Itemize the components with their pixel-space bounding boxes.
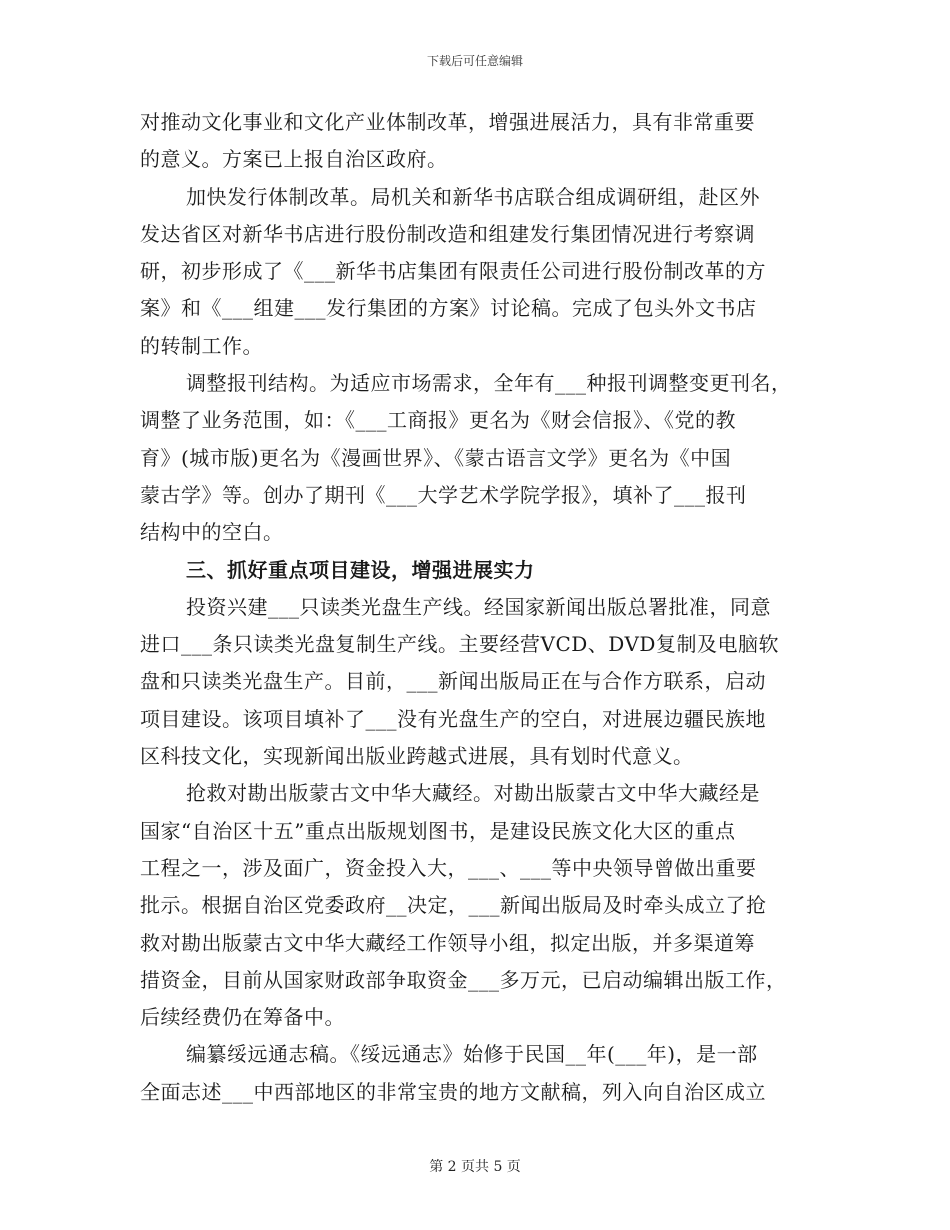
- document-body: [140, 104, 810, 1111]
- text-line: 进口___条只读类光盘复制生产线。主要经营VCD、DVD复制及电脑软: [140, 632, 779, 657]
- text-line: 的意义。方案已上报自治区政府。: [140, 147, 448, 172]
- text-line: 研，初步形成了《___新华书店集团有限责任公司进行股份制改革的方: [140, 259, 766, 284]
- text-line: 调整了业务范围，如：《___工商报》更名为《财会信报》、《党的教: [140, 408, 736, 433]
- text-line: 国家“自治区十五”重点出版规划图书，是建设民族文化大区的重点: [140, 818, 736, 843]
- text-line: 区科技文化，实现新闻出版业跨越式进展，具有划时代意义。: [140, 744, 694, 769]
- text-line: 全面志述___中西部地区的非常宝贵的地方文献稿，列入向自治区成立: [140, 1079, 766, 1104]
- text-line: 育》(城市版)更名为《漫画世界》、《蒙古语言文学》更名为《中国: [140, 445, 732, 470]
- text-line: 批示。根据自治区党委政府__决定，___新闻出版局及时牵头成立了抢: [140, 893, 767, 918]
- section-heading: 三、抓好重点项目建设，增强进展实力: [186, 557, 535, 582]
- page-header: 下载后可任意编辑: [426, 54, 523, 68]
- text-line: 盘和只读类光盘生产。目前，___新闻出版局正在与合作方联系，启动: [140, 669, 766, 694]
- text-line: 编纂绥远通志稿。《绥远通志》始修于民国__年(___年)，是一部: [186, 1042, 758, 1067]
- text-line: 投资兴建___只读类光盘生产线。经国家新闻出版总署批准，同意: [186, 594, 771, 619]
- text-line: 工程之一，涉及面广，资金投入大，___、___等中央领导曾做出重要: [140, 855, 757, 880]
- text-line: 结构中的空白。: [140, 520, 284, 545]
- text-line: 措资金，目前从国家财政部争取资金___多万元，已启动编辑出版工作，: [140, 967, 787, 992]
- text-line: 救对勘出版蒙古文中华大藏经工作领导小组，拟定出版，并多渠道筹: [140, 930, 755, 955]
- text-line: 的转制工作。: [140, 333, 263, 358]
- page-footer: 第 2 页共 5 页: [429, 1159, 521, 1175]
- text-line: 后续经费仍在筹备中。: [140, 1005, 345, 1030]
- text-line: 加快发行体制改革。局机关和新华书店联合组成调研组，赴区外: [186, 184, 760, 209]
- text-line: 调整报刊结构。为适应市场需求，全年有___种报刊调整变更刊名，: [186, 371, 792, 396]
- text-line: 蒙古学》等。创办了期刊《___大学艺术学院学报》，填补了___报刊: [140, 482, 747, 507]
- text-line: 发达省区对新华书店进行股份制改造和组建发行集团情况进行考察调: [140, 221, 755, 246]
- text-line: 案》和《___组建___发行集团的方案》讨论稿。完成了包头外文书店: [140, 296, 757, 321]
- text-line: 项目建设。该项目填补了___没有光盘生产的空白，对进展边疆民族地: [140, 706, 766, 731]
- text-line: 抢救对勘出版蒙古文中华大藏经。对勘出版蒙古文中华大藏经是: [186, 781, 760, 806]
- text-line: 对推动文化事业和文化产业体制改革，增强进展活力，具有非常重要: [140, 110, 755, 134]
